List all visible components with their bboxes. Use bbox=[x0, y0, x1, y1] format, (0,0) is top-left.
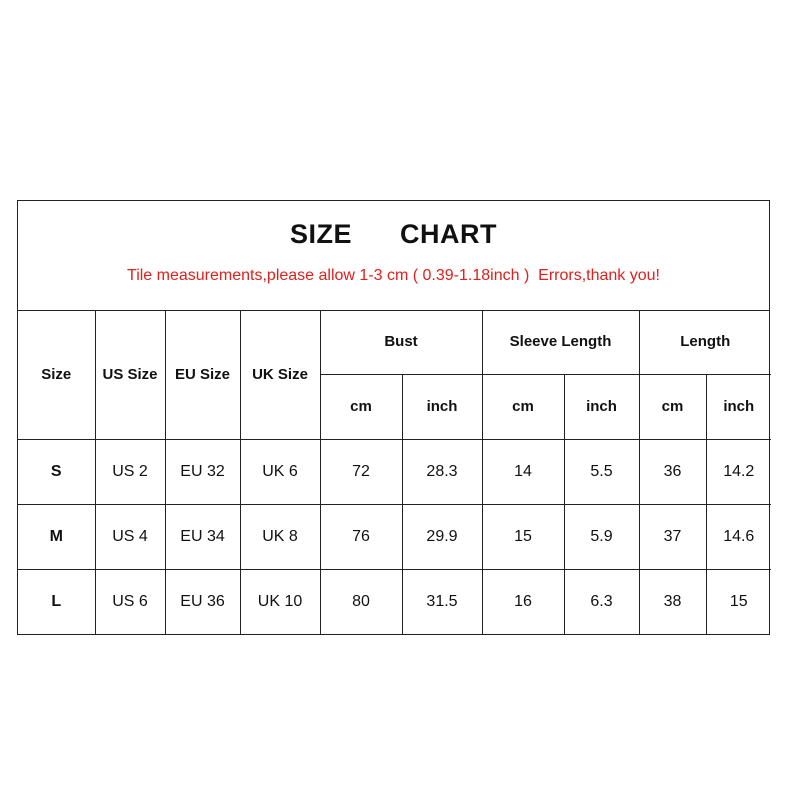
unit-bust-inch: inch bbox=[402, 374, 482, 439]
col-header-eu-size: EU Size bbox=[165, 310, 240, 439]
unit-length-cm: cm bbox=[639, 374, 706, 439]
col-header-us-size: US Size bbox=[95, 310, 165, 439]
cell-length-inch: 14.2 bbox=[706, 439, 771, 504]
cell-length-cm: 38 bbox=[639, 569, 706, 634]
table-row bbox=[18, 569, 771, 634]
cell-us-size: US 4 bbox=[95, 504, 165, 569]
chart-title: SIZE CHART bbox=[289, 219, 497, 249]
cell-size: L bbox=[18, 569, 95, 634]
unit-length-inch: inch bbox=[706, 374, 771, 439]
cell-bust-inch: 31.5 bbox=[402, 569, 482, 634]
cell-us-size: US 6 bbox=[95, 569, 165, 634]
cell-sleeve-cm: 14 bbox=[482, 439, 564, 504]
cell-eu-size: EU 32 bbox=[165, 439, 240, 504]
cell-length-cm: 36 bbox=[639, 439, 706, 504]
col-header-uk-size: UK Size bbox=[240, 310, 320, 439]
cell-size: S bbox=[18, 439, 95, 504]
cell-size: M bbox=[18, 504, 95, 569]
cell-bust-cm: 72 bbox=[320, 439, 402, 504]
measurement-note: Tile measurements,please allow 1-3 cm ( 0.39-1.18inch ) Errors,thank you! bbox=[127, 267, 660, 284]
header-row bbox=[18, 310, 771, 374]
col-header-length: Length bbox=[639, 310, 771, 374]
cell-sleeve-inch: 5.5 bbox=[564, 439, 639, 504]
unit-sleeve-inch: inch bbox=[564, 374, 639, 439]
unit-bust-cm: cm bbox=[320, 374, 402, 439]
table-row bbox=[18, 504, 771, 569]
cell-uk-size: UK 6 bbox=[240, 439, 320, 504]
chart-header bbox=[18, 201, 769, 311]
col-header-size: Size bbox=[18, 310, 95, 439]
cell-us-size: US 2 bbox=[95, 439, 165, 504]
cell-eu-size: EU 34 bbox=[165, 504, 240, 569]
cell-uk-size: UK 10 bbox=[240, 569, 320, 634]
cell-uk-size: UK 8 bbox=[240, 504, 320, 569]
size-table bbox=[18, 310, 771, 634]
cell-bust-inch: 28.3 bbox=[402, 439, 482, 504]
col-header-sleeve-length: Sleeve Length bbox=[482, 310, 639, 374]
cell-sleeve-inch: 6.3 bbox=[564, 569, 639, 634]
cell-bust-cm: 80 bbox=[320, 569, 402, 634]
cell-sleeve-cm: 16 bbox=[482, 569, 564, 634]
cell-sleeve-inch: 5.9 bbox=[564, 504, 639, 569]
cell-length-inch: 14.6 bbox=[706, 504, 771, 569]
cell-length-cm: 37 bbox=[639, 504, 706, 569]
col-header-bust: Bust bbox=[320, 310, 482, 374]
unit-sleeve-cm: cm bbox=[482, 374, 564, 439]
cell-eu-size: EU 36 bbox=[165, 569, 240, 634]
cell-bust-cm: 76 bbox=[320, 504, 402, 569]
cell-bust-inch: 29.9 bbox=[402, 504, 482, 569]
cell-sleeve-cm: 15 bbox=[482, 504, 564, 569]
size-chart bbox=[17, 200, 770, 635]
cell-length-inch: 15 bbox=[706, 569, 771, 634]
table-row bbox=[18, 439, 771, 504]
